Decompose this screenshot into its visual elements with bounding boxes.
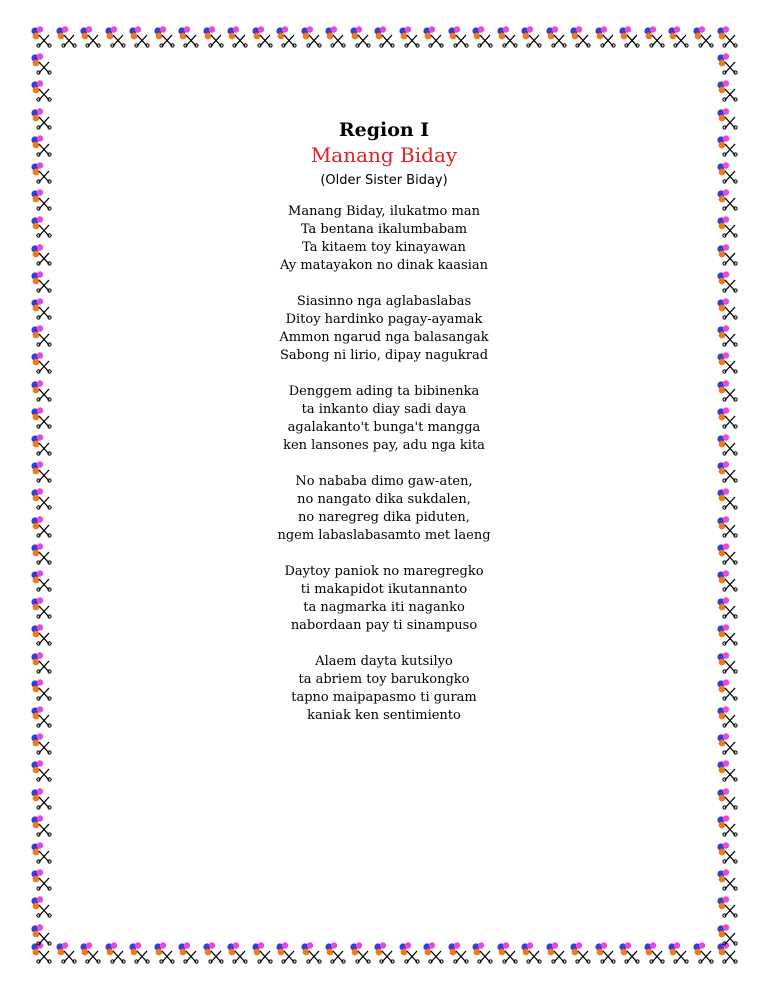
balloons-and-scissors-icon bbox=[324, 942, 346, 964]
balloons-and-scissors-icon bbox=[30, 896, 52, 918]
balloons-and-scissors-icon bbox=[30, 407, 52, 429]
balloons-and-scissors-icon bbox=[153, 942, 175, 964]
verse-line: Ditoy hardinko pagay-ayamak bbox=[285, 312, 483, 327]
balloons-and-scissors-icon bbox=[594, 942, 616, 964]
balloons-and-scissors-icon bbox=[520, 26, 542, 48]
balloons-and-scissors-icon bbox=[373, 942, 395, 964]
balloons-and-scissors-icon bbox=[30, 80, 52, 102]
balloons-and-scissors-icon bbox=[667, 942, 689, 964]
balloons-and-scissors-icon bbox=[30, 652, 52, 674]
balloons-and-scissors-icon bbox=[226, 942, 248, 964]
balloons-and-scissors-icon bbox=[30, 815, 52, 837]
balloons-and-scissors-icon bbox=[716, 570, 738, 592]
balloons-and-scissors-icon bbox=[30, 597, 52, 619]
balloons-and-scissors-icon bbox=[716, 244, 738, 266]
balloons-and-scissors-icon bbox=[716, 380, 738, 402]
verse-line: no nangato dika sukdalen, bbox=[297, 492, 471, 507]
balloons-and-scissors-icon bbox=[716, 26, 738, 48]
balloons-and-scissors-icon bbox=[716, 135, 738, 157]
balloons-and-scissors-icon bbox=[153, 26, 175, 48]
balloons-and-scissors-icon bbox=[30, 869, 52, 891]
verse-line: no naregreg dika piduten, bbox=[298, 510, 470, 525]
balloons-and-scissors-icon bbox=[128, 942, 150, 964]
balloons-and-scissors-icon bbox=[104, 942, 126, 964]
verse-line: Ammon ngarud nga balasangak bbox=[279, 330, 489, 345]
balloons-and-scissors-icon bbox=[324, 26, 346, 48]
balloons-and-scissors-icon bbox=[300, 26, 322, 48]
balloons-and-scissors-icon bbox=[79, 26, 101, 48]
balloons-and-scissors-icon bbox=[716, 216, 738, 238]
balloons-and-scissors-icon bbox=[30, 733, 52, 755]
stanza bbox=[258, 293, 510, 365]
balloons-and-scissors-icon bbox=[716, 271, 738, 293]
balloons-and-scissors-icon bbox=[30, 760, 52, 782]
balloons-and-scissors-icon bbox=[716, 352, 738, 374]
balloons-and-scissors-icon bbox=[177, 26, 199, 48]
stanza bbox=[258, 473, 510, 545]
balloons-and-scissors-icon bbox=[30, 488, 52, 510]
verse-line: Denggem ading ta bibinenka bbox=[288, 384, 480, 399]
balloons-and-scissors-icon bbox=[251, 26, 273, 48]
balloons-and-scissors-icon bbox=[716, 298, 738, 320]
verse-line: Manang Biday, ilukatmo man bbox=[288, 204, 480, 219]
balloons-and-scissors-icon bbox=[496, 942, 518, 964]
balloons-and-scissors-icon bbox=[30, 434, 52, 456]
balloons-and-scissors-icon bbox=[398, 942, 420, 964]
balloons-and-scissors-icon bbox=[275, 26, 297, 48]
verse-line: No nababa dimo gaw-aten, bbox=[295, 474, 473, 489]
balloons-and-scissors-icon bbox=[275, 942, 297, 964]
balloons-and-scissors-icon bbox=[569, 942, 591, 964]
balloons-and-scissors-icon bbox=[422, 942, 444, 964]
balloons-and-scissors-icon bbox=[30, 679, 52, 701]
balloons-and-scissors-icon bbox=[716, 788, 738, 810]
verse-line: Sabong ni lirio, dipay nagukrad bbox=[279, 348, 489, 363]
balloons-and-scissors-icon bbox=[643, 26, 665, 48]
balloons-and-scissors-icon bbox=[618, 942, 640, 964]
balloons-and-scissors-icon bbox=[128, 26, 150, 48]
balloons-and-scissors-icon bbox=[716, 924, 738, 946]
balloons-and-scissors-icon bbox=[716, 624, 738, 646]
balloons-and-scissors-icon bbox=[55, 26, 77, 48]
balloons-and-scissors-icon bbox=[30, 461, 52, 483]
balloons-and-scissors-icon bbox=[30, 271, 52, 293]
balloons-and-scissors-icon bbox=[177, 942, 199, 964]
title-translation: (Older Sister Biday) bbox=[320, 173, 448, 188]
balloons-and-scissors-icon bbox=[643, 942, 665, 964]
balloons-and-scissors-icon bbox=[30, 189, 52, 211]
balloons-and-scissors-icon bbox=[716, 706, 738, 728]
balloons-and-scissors-icon bbox=[692, 942, 714, 964]
balloons-and-scissors-icon bbox=[30, 352, 52, 374]
verse-line: Daytoy paniok no maregregko bbox=[284, 564, 484, 579]
verse-line: ti makapidot ikutannanto bbox=[300, 582, 468, 597]
balloons-and-scissors-icon bbox=[545, 942, 567, 964]
balloons-and-scissors-icon bbox=[716, 434, 738, 456]
balloons-and-scissors-icon bbox=[716, 543, 738, 565]
balloons-and-scissors-icon bbox=[30, 244, 52, 266]
balloons-and-scissors-icon bbox=[569, 26, 591, 48]
stanza bbox=[258, 383, 510, 455]
balloons-and-scissors-icon bbox=[55, 942, 77, 964]
song-title: Manang Biday bbox=[310, 143, 458, 167]
balloons-and-scissors-icon bbox=[300, 942, 322, 964]
verse-line: nabordaan pay ti sinampuso bbox=[290, 618, 478, 633]
verse-line: ta inkanto diay sadi daya bbox=[301, 402, 467, 417]
balloons-and-scissors-icon bbox=[496, 26, 518, 48]
balloons-and-scissors-icon bbox=[30, 788, 52, 810]
balloons-and-scissors-icon bbox=[104, 26, 126, 48]
balloons-and-scissors-icon bbox=[30, 135, 52, 157]
balloons-and-scissors-icon bbox=[716, 896, 738, 918]
balloons-and-scissors-icon bbox=[716, 488, 738, 510]
balloons-and-scissors-icon bbox=[226, 26, 248, 48]
balloons-and-scissors-icon bbox=[716, 760, 738, 782]
balloons-and-scissors-icon bbox=[30, 924, 52, 946]
balloons-and-scissors-icon bbox=[447, 26, 469, 48]
balloons-and-scissors-icon bbox=[30, 624, 52, 646]
balloons-and-scissors-icon bbox=[30, 26, 52, 48]
balloons-and-scissors-icon bbox=[30, 570, 52, 592]
verse-line: Ay matayakon no dinak kaasian bbox=[280, 258, 488, 273]
balloons-and-scissors-icon bbox=[349, 26, 371, 48]
balloons-and-scissors-icon bbox=[30, 298, 52, 320]
balloons-and-scissors-icon bbox=[716, 407, 738, 429]
verse-line: tapno maipapasmo ti guram bbox=[291, 690, 477, 705]
balloons-and-scissors-icon bbox=[30, 706, 52, 728]
balloons-and-scissors-icon bbox=[716, 53, 738, 75]
balloons-and-scissors-icon bbox=[398, 26, 420, 48]
balloons-and-scissors-icon bbox=[692, 26, 714, 48]
verse-line: ta abriem toy barukongko bbox=[298, 672, 470, 687]
balloons-and-scissors-icon bbox=[251, 942, 273, 964]
balloons-and-scissors-icon bbox=[667, 26, 689, 48]
balloons-and-scissors-icon bbox=[30, 842, 52, 864]
balloons-and-scissors-icon bbox=[716, 325, 738, 347]
balloons-and-scissors-icon bbox=[349, 942, 371, 964]
balloons-and-scissors-icon bbox=[471, 942, 493, 964]
balloons-and-scissors-icon bbox=[716, 597, 738, 619]
balloons-and-scissors-icon bbox=[716, 842, 738, 864]
balloons-and-scissors-icon bbox=[520, 942, 542, 964]
balloons-and-scissors-icon bbox=[471, 26, 493, 48]
balloons-and-scissors-icon bbox=[202, 942, 224, 964]
balloons-and-scissors-icon bbox=[30, 216, 52, 238]
balloons-and-scissors-icon bbox=[30, 543, 52, 565]
balloons-and-scissors-icon bbox=[716, 516, 738, 538]
balloons-and-scissors-icon bbox=[716, 162, 738, 184]
balloons-and-scissors-icon bbox=[447, 942, 469, 964]
balloons-and-scissors-icon bbox=[618, 26, 640, 48]
balloons-and-scissors-icon bbox=[373, 26, 395, 48]
balloons-and-scissors-icon bbox=[716, 461, 738, 483]
balloons-and-scissors-icon bbox=[716, 189, 738, 211]
balloons-and-scissors-icon bbox=[716, 80, 738, 102]
verse-line: Ta bentana ikalumbabam bbox=[300, 222, 468, 237]
balloons-and-scissors-icon bbox=[716, 652, 738, 674]
balloons-and-scissors-icon bbox=[545, 26, 567, 48]
verse-line: agalakanto't bunga't mangga bbox=[287, 420, 481, 435]
balloons-and-scissors-icon bbox=[716, 108, 738, 130]
balloons-and-scissors-icon bbox=[30, 516, 52, 538]
verse-line: ta nagmarka iti naganko bbox=[303, 600, 465, 615]
poem-content bbox=[258, 118, 510, 743]
verse-line: Siasinno nga aglabaslabas bbox=[296, 294, 472, 309]
balloons-and-scissors-icon bbox=[79, 942, 101, 964]
stanza bbox=[258, 203, 510, 275]
verse-line: Ta kitaem toy kinayawan bbox=[302, 240, 466, 255]
stanza bbox=[258, 653, 510, 725]
verse-line: ken lansones pay, adu nga kita bbox=[283, 438, 485, 453]
verse-line: kaniak ken sentimiento bbox=[307, 708, 461, 723]
balloons-and-scissors-icon bbox=[716, 869, 738, 891]
balloons-and-scissors-icon bbox=[202, 26, 224, 48]
balloons-and-scissors-icon bbox=[594, 26, 616, 48]
balloons-and-scissors-icon bbox=[30, 162, 52, 184]
verse-line: Alaem dayta kutsilyo bbox=[315, 654, 453, 669]
balloons-and-scissors-icon bbox=[30, 380, 52, 402]
balloons-and-scissors-icon bbox=[422, 26, 444, 48]
balloons-and-scissors-icon bbox=[716, 815, 738, 837]
balloons-and-scissors-icon bbox=[30, 108, 52, 130]
verse-line: ngem labaslabasamto met laeng bbox=[277, 528, 491, 543]
balloons-and-scissors-icon bbox=[30, 53, 52, 75]
balloons-and-scissors-icon bbox=[30, 325, 52, 347]
stanza bbox=[258, 563, 510, 635]
balloons-and-scissors-icon bbox=[716, 679, 738, 701]
balloons-and-scissors-icon bbox=[716, 733, 738, 755]
region-heading: Region I bbox=[338, 119, 430, 141]
